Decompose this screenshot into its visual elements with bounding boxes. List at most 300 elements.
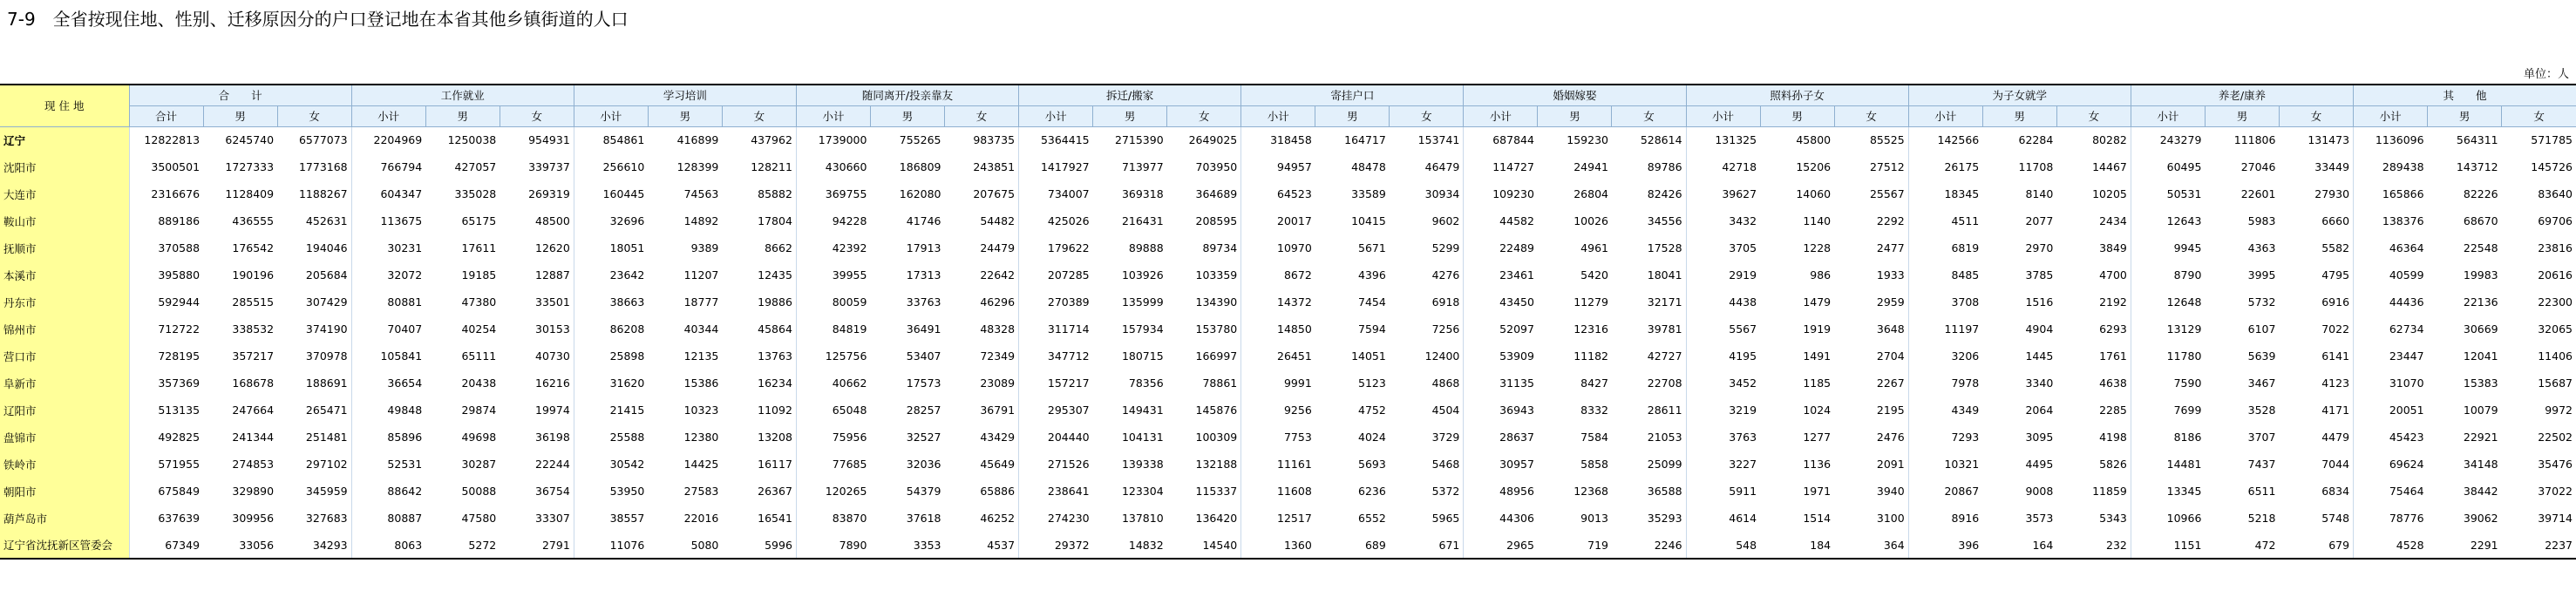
value-cell: 47580 xyxy=(461,512,497,525)
value-cell: 32072 xyxy=(351,261,425,288)
value-cell: 17313 xyxy=(906,268,941,282)
value-cell: 21053 xyxy=(1647,431,1682,444)
value-cell: 153741 xyxy=(1417,133,1460,147)
value-cell: 40344 xyxy=(683,322,719,336)
value-cell: 34293 xyxy=(277,532,351,559)
value-cell: 243851 xyxy=(973,160,1016,173)
value-cell: 164717 xyxy=(1344,133,1386,147)
value-cell: 39627 xyxy=(1686,180,1760,207)
value-cell: 36588 xyxy=(1647,485,1682,498)
value-cell: 12517 xyxy=(1241,505,1315,532)
value-cell: 1151 xyxy=(2131,532,2205,559)
value-cell: 27930 xyxy=(2314,187,2350,200)
table-row xyxy=(0,288,2576,315)
value-cell: 9945 xyxy=(2131,234,2205,261)
value-cell: 7022 xyxy=(2321,322,2350,336)
value-cell: 10415 xyxy=(1351,214,1386,227)
value-cell: 8672 xyxy=(1241,261,1315,288)
value-cell: 1919 xyxy=(1803,322,1832,336)
value-cell: 34556 xyxy=(1647,214,1682,227)
subcolumn-header: 小计 xyxy=(1241,105,1315,126)
value-cell: 12620 xyxy=(535,241,570,254)
value-cell: 3432 xyxy=(1686,207,1760,234)
region-cell: 抚顺市 xyxy=(0,234,129,261)
subcolumn-header: 女 xyxy=(500,105,574,126)
value-cell: 12368 xyxy=(1573,485,1608,498)
value-cell: 39062 xyxy=(2463,512,2498,525)
value-cell: 7753 xyxy=(1241,424,1315,451)
value-cell: 1514 xyxy=(1803,512,1832,525)
group-header: 工作就业 xyxy=(351,85,574,105)
value-cell: 20438 xyxy=(461,377,497,390)
value-cell: 25898 xyxy=(574,343,648,370)
value-cell: 14060 xyxy=(1796,187,1832,200)
value-cell: 21415 xyxy=(574,397,648,424)
value-cell: 6236 xyxy=(1358,485,1386,498)
value-cell: 3707 xyxy=(2247,431,2276,444)
value-cell: 755265 xyxy=(899,133,941,147)
value-cell: 7293 xyxy=(1908,424,1982,451)
value-cell: 11182 xyxy=(1573,349,1608,363)
value-cell: 157934 xyxy=(1121,322,1164,336)
value-cell: 33763 xyxy=(906,295,941,309)
value-cell: 307429 xyxy=(305,295,348,309)
value-cell: 7978 xyxy=(1908,370,1982,397)
subcolumn-header: 小计 xyxy=(1686,105,1760,126)
value-cell: 42727 xyxy=(1647,349,1682,363)
value-cell: 40730 xyxy=(535,349,570,363)
value-cell: 23816 xyxy=(2538,241,2573,254)
subcolumn-header: 女 xyxy=(945,105,1019,126)
value-cell: 36943 xyxy=(1464,397,1538,424)
value-cell: 309956 xyxy=(232,512,275,525)
subcolumn-header: 男 xyxy=(1538,105,1612,126)
value-cell: 42718 xyxy=(1686,153,1760,180)
value-cell: 143712 xyxy=(2456,160,2498,173)
value-cell: 1479 xyxy=(1803,295,1832,309)
value-cell: 19185 xyxy=(461,268,497,282)
value-cell: 2477 xyxy=(1876,241,1905,254)
value-cell: 69624 xyxy=(2354,451,2428,478)
value-cell: 5671 xyxy=(1358,241,1386,254)
value-cell: 430660 xyxy=(796,153,870,180)
value-cell: 241344 xyxy=(232,431,275,444)
value-cell: 5364415 xyxy=(1019,126,1093,153)
unit-label: 单位：人 xyxy=(2523,68,2569,81)
value-cell: 11780 xyxy=(2131,343,2205,370)
value-cell: 2195 xyxy=(1876,404,1905,417)
value-cell: 10970 xyxy=(1241,234,1315,261)
value-cell: 74563 xyxy=(683,187,719,200)
value-cell: 3995 xyxy=(2247,268,2276,282)
subcolumn-header: 女 xyxy=(1167,105,1241,126)
value-cell: 65886 xyxy=(980,485,1016,498)
value-cell: 437962 xyxy=(751,133,792,147)
table-row xyxy=(0,343,2576,370)
value-cell: 52531 xyxy=(351,451,425,478)
value-cell: 6107 xyxy=(2247,322,2276,336)
value-cell: 20017 xyxy=(1241,207,1315,234)
value-cell: 687844 xyxy=(1464,126,1538,153)
value-cell: 7594 xyxy=(1358,322,1386,336)
value-cell: 69706 xyxy=(2538,214,2573,227)
value-cell: 232 xyxy=(2056,532,2131,559)
value-cell: 339737 xyxy=(528,160,570,173)
value-cell: 80059 xyxy=(796,288,870,315)
value-cell: 194046 xyxy=(305,241,348,254)
subcolumn-header: 男 xyxy=(1982,105,2056,126)
value-cell: 327683 xyxy=(305,512,348,525)
value-cell: 48328 xyxy=(980,322,1016,336)
value-cell: 425026 xyxy=(1019,207,1093,234)
value-cell: 31135 xyxy=(1464,370,1538,397)
subcolumn-header: 小计 xyxy=(2354,105,2428,126)
value-cell: 1739000 xyxy=(796,126,870,153)
value-cell: 125756 xyxy=(796,343,870,370)
value-cell: 8662 xyxy=(765,241,792,254)
value-cell: 12135 xyxy=(683,349,719,363)
subcolumn-header: 女 xyxy=(2502,105,2576,126)
value-cell: 179622 xyxy=(1019,234,1093,261)
value-cell: 15687 xyxy=(2538,377,2573,390)
value-cell: 285515 xyxy=(232,295,275,309)
region-cell: 沈阳市 xyxy=(0,153,129,180)
value-cell: 11608 xyxy=(1241,478,1315,505)
value-cell: 719 xyxy=(1538,532,1612,559)
value-cell: 128399 xyxy=(676,160,719,173)
value-cell: 2959 xyxy=(1876,295,1905,309)
value-cell: 39781 xyxy=(1647,322,1682,336)
value-cell: 26175 xyxy=(1908,153,1982,180)
value-cell: 374190 xyxy=(305,322,348,336)
value-cell: 5272 xyxy=(425,532,500,559)
value-cell: 7044 xyxy=(2321,458,2350,471)
value-cell: 2791 xyxy=(500,532,574,559)
value-cell: 318458 xyxy=(1241,126,1315,153)
value-cell: 84819 xyxy=(796,315,870,343)
value-cell: 36491 xyxy=(906,322,941,336)
value-cell: 18051 xyxy=(574,234,648,261)
value-cell: 86208 xyxy=(574,315,648,343)
value-cell: 60495 xyxy=(2131,153,2205,180)
value-cell: 22601 xyxy=(2240,187,2276,200)
value-cell: 103359 xyxy=(1195,268,1238,282)
value-cell: 2919 xyxy=(1686,261,1760,288)
subcolumn-header: 女 xyxy=(2056,105,2131,126)
value-cell: 6916 xyxy=(2321,295,2350,309)
value-cell: 45423 xyxy=(2354,424,2428,451)
value-cell: 135999 xyxy=(1121,295,1164,309)
value-cell: 14467 xyxy=(2092,160,2127,173)
subcolumn-header: 男 xyxy=(1315,105,1390,126)
value-cell: 5965 xyxy=(1431,512,1460,525)
value-cell: 1933 xyxy=(1876,268,1905,282)
value-cell: 14481 xyxy=(2131,451,2205,478)
value-cell: 1228 xyxy=(1803,241,1832,254)
subcolumn-header: 男 xyxy=(203,105,277,126)
group-header: 随同离开/投亲靠友 xyxy=(796,85,1018,105)
value-cell: 113675 xyxy=(351,207,425,234)
subcolumn-header: 小计 xyxy=(2131,105,2205,126)
value-cell: 30669 xyxy=(2463,322,2498,336)
subcolumn-header: 男 xyxy=(425,105,500,126)
value-cell: 5420 xyxy=(1580,268,1608,282)
value-cell: 3785 xyxy=(2025,268,2054,282)
value-cell: 329890 xyxy=(232,485,275,498)
value-cell: 4195 xyxy=(1686,343,1760,370)
region-header: 现 住 地 xyxy=(0,85,129,126)
value-cell: 6834 xyxy=(2321,485,2350,498)
value-cell: 347712 xyxy=(1019,343,1093,370)
value-cell: 2292 xyxy=(1876,214,1905,227)
value-cell: 7437 xyxy=(2247,458,2276,471)
value-cell: 10205 xyxy=(2092,187,2127,200)
value-cell: 2267 xyxy=(1876,377,1905,390)
value-cell: 80282 xyxy=(2092,133,2127,147)
value-cell: 12643 xyxy=(2131,207,2205,234)
value-cell: 1761 xyxy=(2099,349,2127,363)
value-cell: 18041 xyxy=(1647,268,1682,282)
value-cell: 153780 xyxy=(1195,322,1238,336)
value-cell: 1136096 xyxy=(2354,126,2428,153)
value-cell: 4638 xyxy=(2099,377,2127,390)
value-cell: 68670 xyxy=(2463,214,2498,227)
value-cell: 23642 xyxy=(574,261,648,288)
value-cell: 14850 xyxy=(1241,315,1315,343)
value-cell: 1128409 xyxy=(225,187,275,200)
value-cell: 53950 xyxy=(574,478,648,505)
value-cell: 548 xyxy=(1686,532,1760,559)
value-cell: 4614 xyxy=(1686,505,1760,532)
region-cell: 锦州市 xyxy=(0,315,129,343)
value-cell: 207675 xyxy=(973,187,1016,200)
value-cell: 2204969 xyxy=(351,126,425,153)
value-cell: 22300 xyxy=(2538,295,2573,309)
value-cell: 6577073 xyxy=(298,133,348,147)
value-cell: 9972 xyxy=(2545,404,2573,417)
value-cell: 11207 xyxy=(683,268,719,282)
value-cell: 14372 xyxy=(1241,288,1315,315)
value-cell: 33449 xyxy=(2314,160,2350,173)
value-cell: 11076 xyxy=(574,532,648,559)
value-cell: 766794 xyxy=(351,153,425,180)
value-cell: 364 xyxy=(1834,532,1908,559)
table-row xyxy=(0,478,2576,505)
value-cell: 25099 xyxy=(1647,458,1682,471)
value-cell: 25567 xyxy=(1869,187,1905,200)
value-cell: 3763 xyxy=(1686,424,1760,451)
value-cell: 186809 xyxy=(899,160,941,173)
value-cell: 3227 xyxy=(1686,451,1760,478)
value-cell: 395880 xyxy=(129,261,203,288)
group-header: 合 计 xyxy=(129,85,351,105)
value-cell: 3353 xyxy=(870,532,944,559)
value-cell: 22708 xyxy=(1647,377,1682,390)
value-cell: 26451 xyxy=(1241,343,1315,370)
value-cell: 65111 xyxy=(461,349,497,363)
value-cell: 3340 xyxy=(2025,377,2054,390)
value-cell: 131325 xyxy=(1686,126,1760,153)
value-cell: 6141 xyxy=(2321,349,2350,363)
value-cell: 157217 xyxy=(1019,370,1093,397)
value-cell: 7256 xyxy=(1431,322,1460,336)
value-cell: 32036 xyxy=(906,458,941,471)
value-cell: 675849 xyxy=(129,478,203,505)
group-header: 照料孙子女 xyxy=(1686,85,1908,105)
table-row xyxy=(0,532,2576,559)
value-cell: 5858 xyxy=(1580,458,1608,471)
value-cell: 8063 xyxy=(351,532,425,559)
value-cell: 208595 xyxy=(1195,214,1238,227)
value-cell: 53909 xyxy=(1464,343,1538,370)
group-header: 婚姻嫁娶 xyxy=(1464,85,1686,105)
value-cell: 30153 xyxy=(535,322,570,336)
region-cell: 本溪市 xyxy=(0,261,129,288)
value-cell: 83640 xyxy=(2538,187,2573,200)
value-cell: 62284 xyxy=(2018,133,2054,147)
value-cell: 104131 xyxy=(1121,431,1164,444)
table-row xyxy=(0,397,2576,424)
value-cell: 4537 xyxy=(945,532,1019,559)
table-row xyxy=(0,180,2576,207)
value-cell: 40254 xyxy=(461,322,497,336)
value-cell: 105841 xyxy=(351,343,425,370)
value-cell: 8332 xyxy=(1580,404,1608,417)
value-cell: 604347 xyxy=(351,180,425,207)
value-cell: 571785 xyxy=(2531,133,2573,147)
value-cell: 11406 xyxy=(2538,349,2573,363)
value-cell: 357217 xyxy=(232,349,275,363)
value-cell: 72349 xyxy=(980,349,1016,363)
value-cell: 44582 xyxy=(1464,207,1538,234)
value-cell: 8186 xyxy=(2131,424,2205,451)
value-cell: 7699 xyxy=(2131,397,2205,424)
value-cell: 45800 xyxy=(1796,133,1832,147)
header-row-sub xyxy=(0,105,2576,126)
value-cell: 364689 xyxy=(1195,187,1238,200)
value-cell: 5732 xyxy=(2247,295,2276,309)
value-cell: 2649025 xyxy=(1188,133,1238,147)
value-cell: 43429 xyxy=(980,431,1016,444)
value-cell: 37618 xyxy=(906,512,941,525)
region-cell: 铁岭市 xyxy=(0,451,129,478)
value-cell: 8427 xyxy=(1580,377,1608,390)
value-cell: 4528 xyxy=(2354,532,2428,559)
value-cell: 180715 xyxy=(1121,349,1164,363)
region-cell: 丹东市 xyxy=(0,288,129,315)
subcolumn-header: 小计 xyxy=(1908,105,1982,126)
value-cell: 9013 xyxy=(1580,512,1608,525)
table-row xyxy=(0,315,2576,343)
value-cell: 436555 xyxy=(232,214,275,227)
value-cell: 6293 xyxy=(2099,322,2127,336)
value-cell: 14540 xyxy=(1167,532,1241,559)
value-cell: 35476 xyxy=(2538,458,2573,471)
region-cell: 鞍山市 xyxy=(0,207,129,234)
value-cell: 30542 xyxy=(574,451,648,478)
value-cell: 274853 xyxy=(232,458,275,471)
value-cell: 5123 xyxy=(1358,377,1386,390)
value-cell: 22502 xyxy=(2538,431,2573,444)
value-cell: 854861 xyxy=(574,126,648,153)
value-cell: 77685 xyxy=(796,451,870,478)
value-cell: 338532 xyxy=(232,322,275,336)
table-row xyxy=(0,451,2576,478)
value-cell: 1136 xyxy=(1803,458,1832,471)
subcolumn-header: 小计 xyxy=(1464,105,1538,126)
region-cell: 辽宁省沈抚新区管委会 xyxy=(0,532,129,559)
value-cell: 184 xyxy=(1760,532,1834,559)
subcolumn-header: 男 xyxy=(1760,105,1834,126)
value-cell: 5748 xyxy=(2321,512,2350,525)
value-cell: 78776 xyxy=(2354,505,2428,532)
value-cell: 8140 xyxy=(2025,187,2054,200)
value-cell: 48478 xyxy=(1351,160,1386,173)
value-cell: 1491 xyxy=(1803,349,1832,363)
value-cell: 138376 xyxy=(2354,207,2428,234)
value-cell: 269319 xyxy=(528,187,570,200)
value-cell: 5826 xyxy=(2099,458,2127,471)
value-cell: 2704 xyxy=(1876,349,1905,363)
value-cell: 14051 xyxy=(1351,349,1386,363)
value-cell: 29372 xyxy=(1019,532,1093,559)
value-cell: 188691 xyxy=(305,377,348,390)
value-cell: 1024 xyxy=(1803,404,1832,417)
value-cell: 671 xyxy=(1390,532,1464,559)
value-cell: 19974 xyxy=(535,404,570,417)
value-cell: 4349 xyxy=(1908,397,1982,424)
value-cell: 10321 xyxy=(1908,451,1982,478)
value-cell: 1971 xyxy=(1803,485,1832,498)
value-cell: 4123 xyxy=(2321,377,2350,390)
value-cell: 369755 xyxy=(796,180,870,207)
value-cell: 986 xyxy=(1810,268,1832,282)
value-cell: 4495 xyxy=(2025,458,2054,471)
table-row xyxy=(0,126,2576,153)
value-cell: 637639 xyxy=(129,505,203,532)
value-cell: 2192 xyxy=(2099,295,2127,309)
value-cell: 26804 xyxy=(1573,187,1608,200)
value-cell: 14892 xyxy=(683,214,719,227)
value-cell: 6819 xyxy=(1908,234,1982,261)
value-cell: 32065 xyxy=(2538,322,2573,336)
value-cell: 33307 xyxy=(535,512,570,525)
value-cell: 4438 xyxy=(1686,288,1760,315)
value-cell: 3528 xyxy=(2247,404,2276,417)
value-cell: 5299 xyxy=(1431,241,1460,254)
value-cell: 15206 xyxy=(1796,160,1832,173)
value-cell: 162080 xyxy=(899,187,941,200)
subcolumn-header: 合计 xyxy=(129,105,203,126)
value-cell: 53407 xyxy=(906,349,941,363)
value-cell: 513135 xyxy=(129,397,203,424)
value-cell: 12887 xyxy=(535,268,570,282)
value-cell: 5983 xyxy=(2247,214,2276,227)
value-cell: 592944 xyxy=(129,288,203,315)
value-cell: 238641 xyxy=(1019,478,1093,505)
value-cell: 16117 xyxy=(758,458,792,471)
value-cell: 131473 xyxy=(2308,133,2350,147)
value-cell: 38442 xyxy=(2463,485,2498,498)
value-cell: 370978 xyxy=(305,349,348,363)
value-cell: 5911 xyxy=(1686,478,1760,505)
value-cell: 40662 xyxy=(796,370,870,397)
value-cell: 271526 xyxy=(1019,451,1093,478)
value-cell: 289438 xyxy=(2354,153,2428,180)
value-cell: 4363 xyxy=(2247,241,2276,254)
header-row-groups xyxy=(0,85,2576,105)
value-cell: 149431 xyxy=(1121,404,1164,417)
